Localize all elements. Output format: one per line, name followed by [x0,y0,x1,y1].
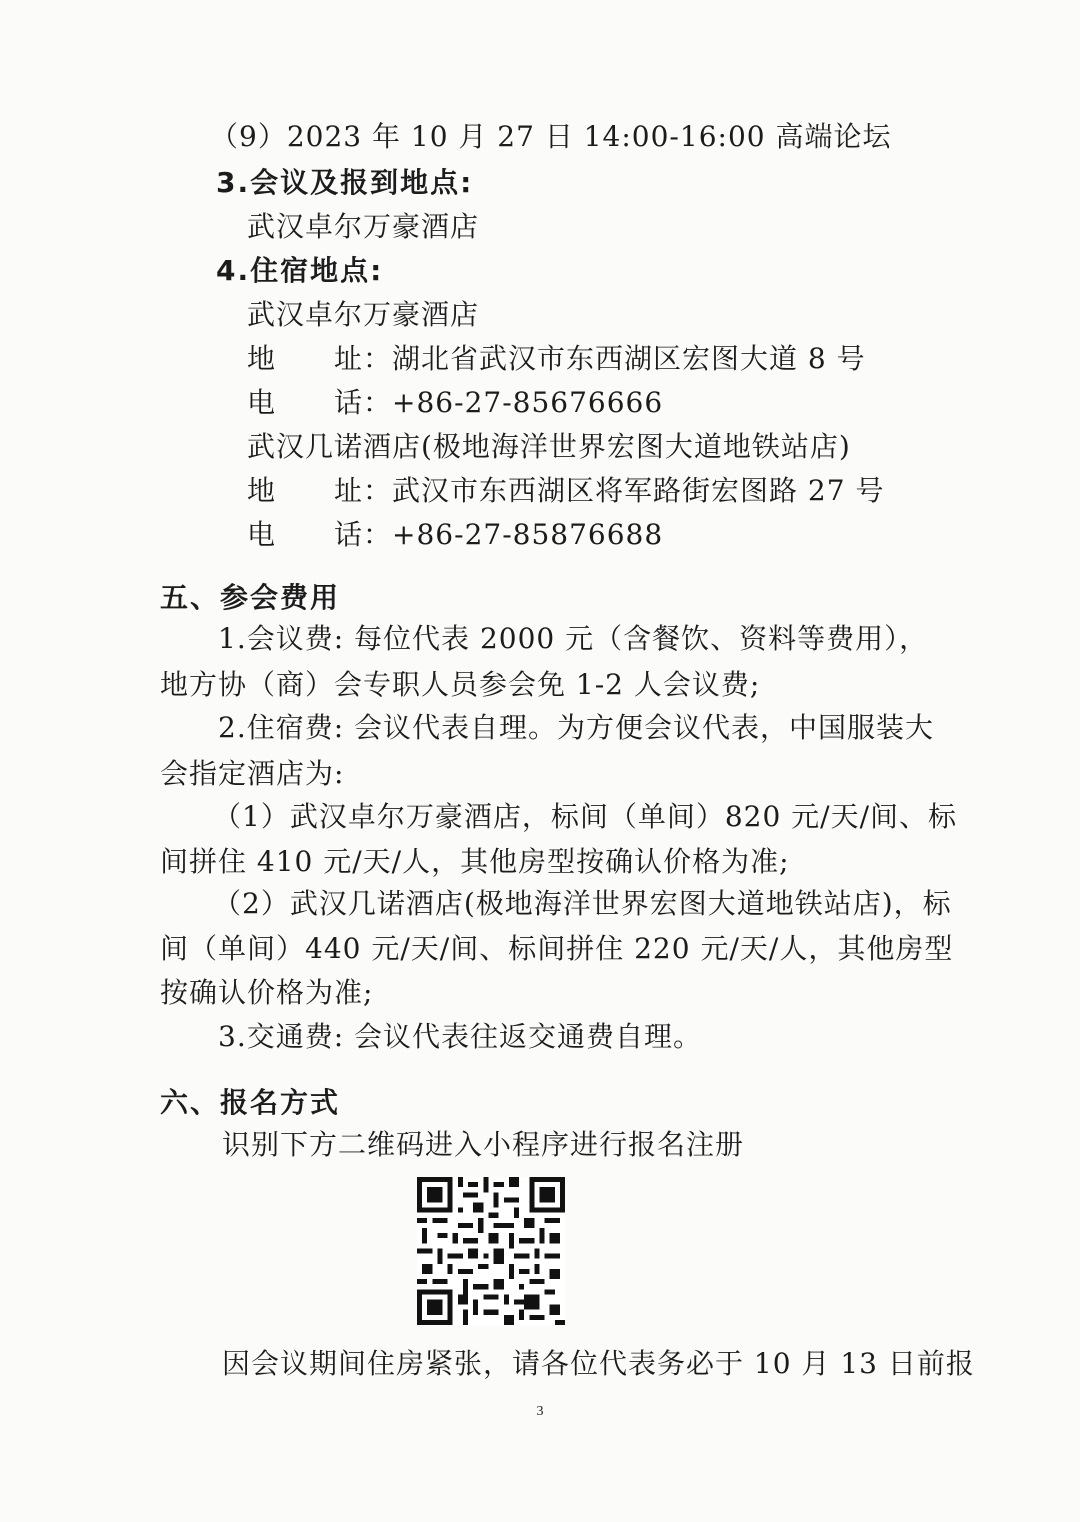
hotel1-phone-value: 话：+86-27-85676666 [334,386,664,419]
registration-note: 因会议期间住房紧张，请各位代表务必于 10 月 13 日前报 [222,1347,975,1380]
hotel2-address [247,471,884,511]
hotel1-phone-label: 电 [247,386,277,419]
venue-name: 武汉卓尔万豪酒店 [247,210,480,243]
fees-heading: 五、参会费用 [160,581,341,614]
registration-heading: 六、报名方式 [160,1086,341,1119]
hotel1-name: 武汉卓尔万豪酒店 [247,298,480,331]
fees-line-3: 2.住宿费: 会议代表自理。为方便会议代表，中国服装大 [218,711,935,744]
fees-line-10: 3.交通费: 会议代表往返交通费自理。 [218,1020,703,1053]
fees-line-7: （2）武汉几诺酒店(极地海洋世界宏图大道地铁站店)，标 [213,887,952,920]
lodging-heading: 4.住宿地点: [216,254,384,287]
hotel1-phone [247,383,663,423]
registration-instruction: 识别下方二维码进入小程序进行报名注册 [222,1128,745,1161]
fees-line-5: （1）武汉卓尔万豪酒店，标间（单间）820 元/天/间、标 [213,800,958,833]
hotel1-address-value: 址：湖北省武汉市东西湖区宏图大道 8 号 [334,342,866,375]
hotel2-address-value: 址：武汉市东西湖区将军路街宏图路 27 号 [334,474,885,507]
hotel2-phone-value: 话：+86-27-85876688 [334,518,664,551]
hotel1-address [247,339,866,379]
fees-line-8: 间（单间）440 元/天/间、标间拼住 220 元/天/人，其他房型 [160,932,954,965]
hotel1-address-label: 地 [247,342,277,375]
hotel2-address-label: 地 [247,474,277,507]
fees-line-4: 会指定酒店为: [160,757,345,790]
page-number: 3 [536,1404,544,1419]
schedule-item-9: （9）2023 年 10 月 27 日 14:00-16:00 高端论坛 [210,120,892,153]
fees-line-6: 间拼住 410 元/天/人，其他房型按确认价格为准; [160,845,790,878]
hotel2-name: 武汉几诺酒店(极地海洋世界宏图大道地铁站店) [247,430,851,463]
hotel2-phone [247,515,663,555]
fees-line-9: 按确认价格为准; [160,976,374,1009]
hotel2-phone-label: 电 [247,518,277,551]
fees-line-1: 1.会议费: 每位代表 2000 元（含餐饮、资料等费用）， [218,622,929,655]
qr-code-icon[interactable] [417,1177,565,1325]
venue-heading: 3.会议及报到地点: [216,166,474,199]
fees-line-2: 地方协（商）会专职人员参会免 1-2 人会议费; [160,668,761,701]
